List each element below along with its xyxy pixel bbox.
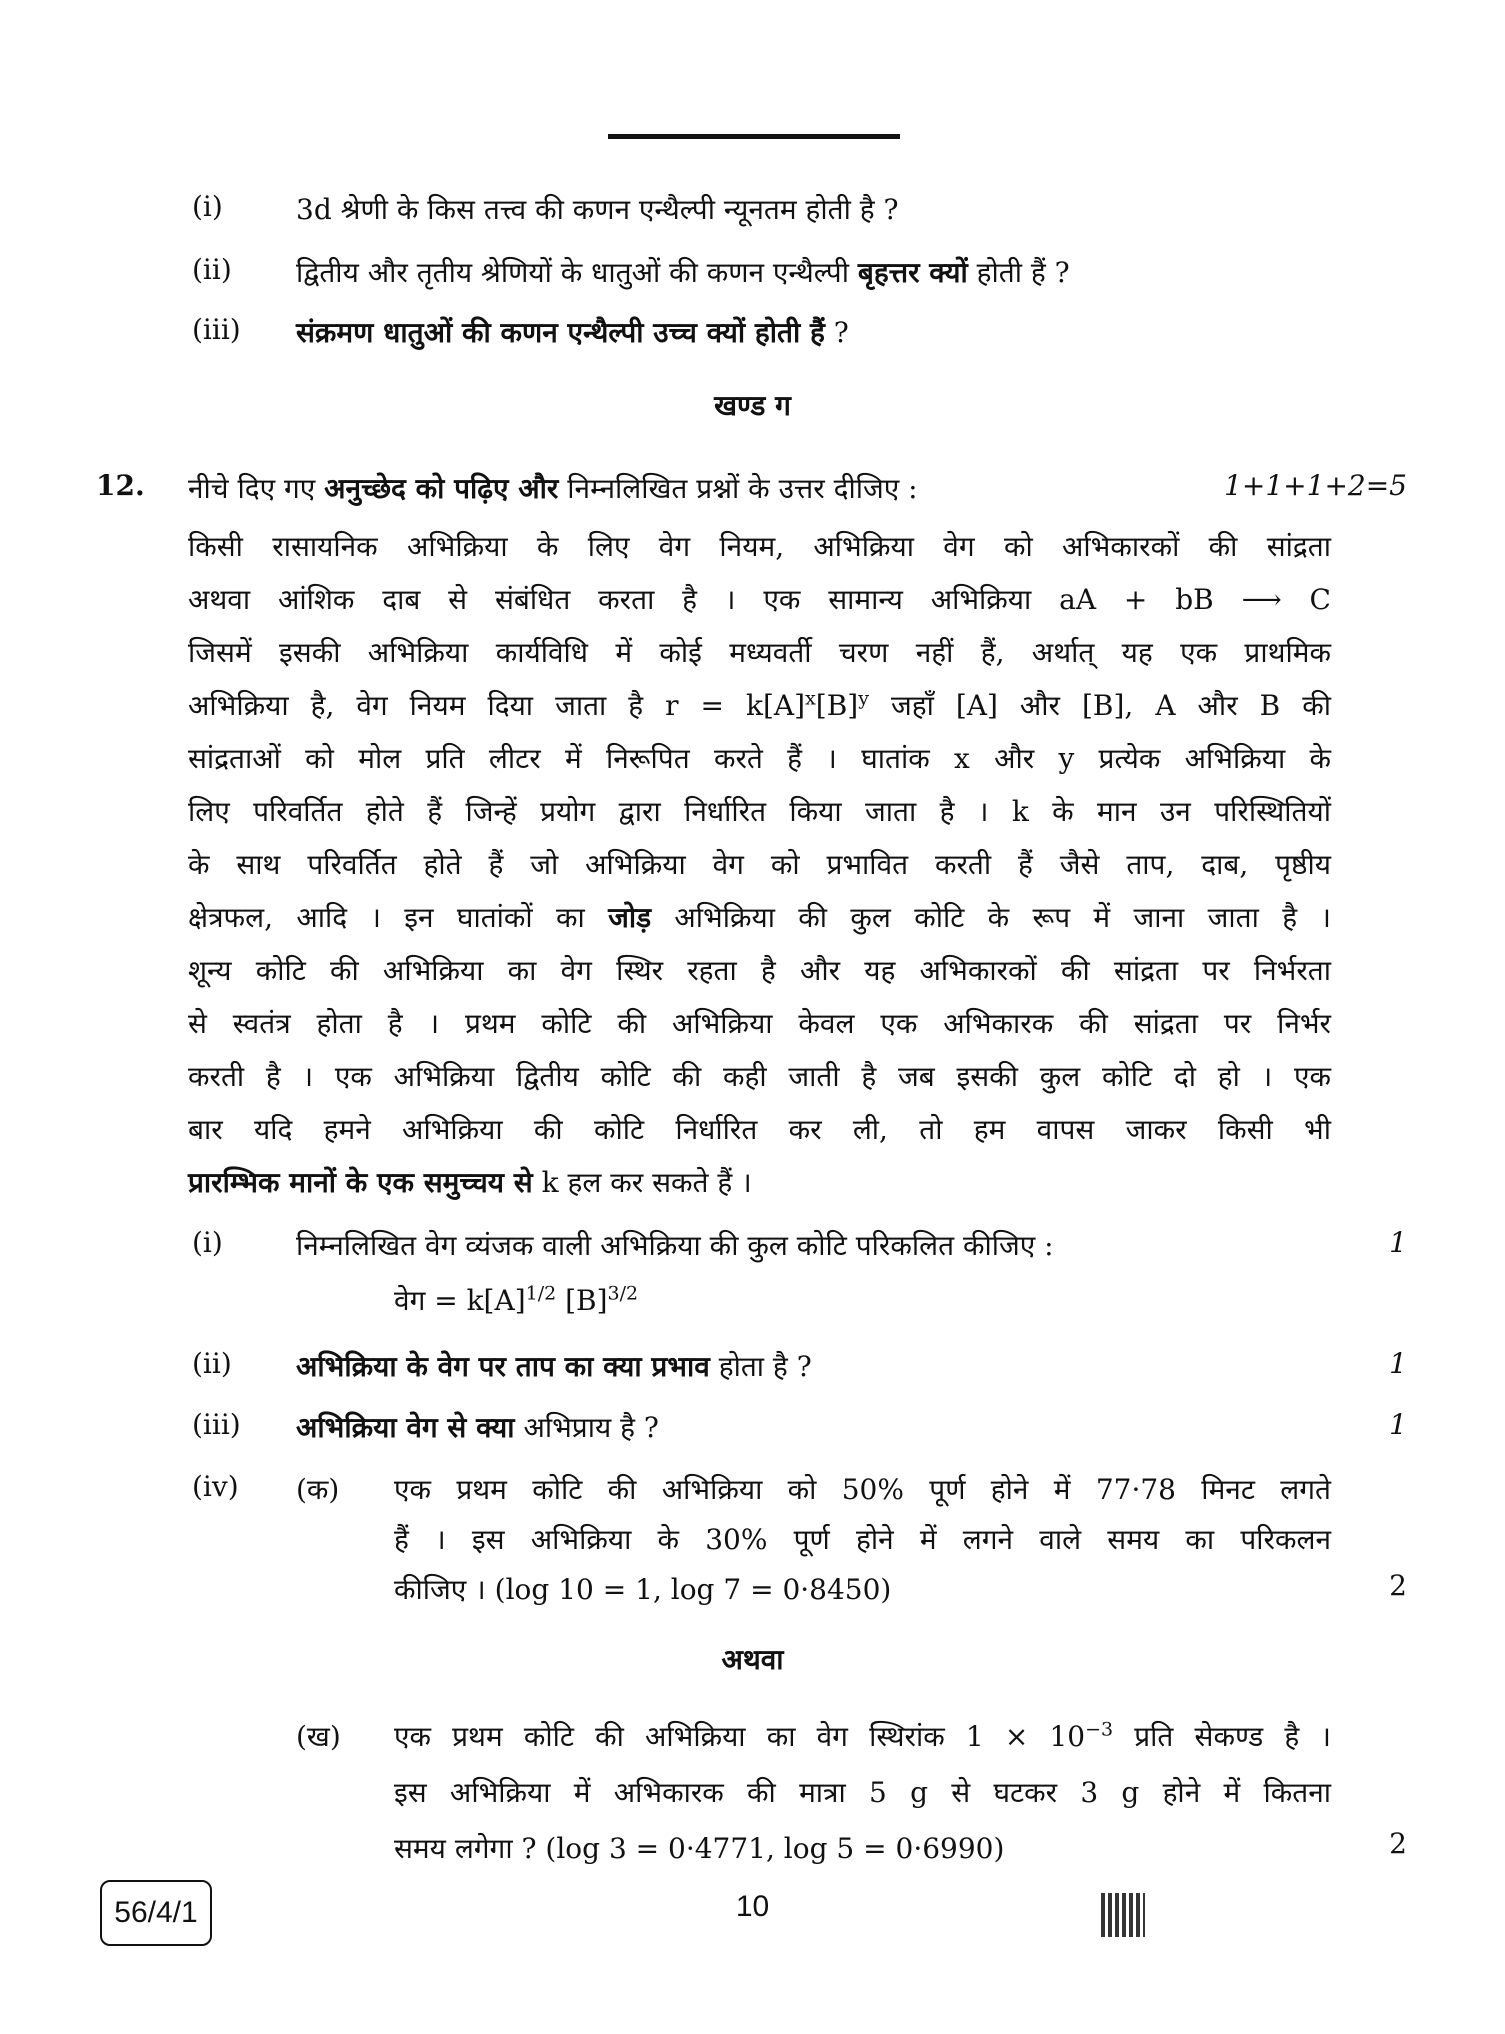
- question-12-number: 12.: [96, 469, 145, 502]
- question-number: (ii): [192, 253, 232, 286]
- passage-line: [188, 898, 1331, 936]
- rate-formula: [394, 1281, 638, 1319]
- text-segment: के साथ परिवर्तित होते हैं जो अभिक्रिया वेग को प्रभावित करती हैं जैसे ताप, दाब, पृष्ठीय: [188, 848, 1331, 881]
- text-segment: एक प्रथम कोटि की अभिक्रिया का वेग स्थिरांक 1 × 10: [394, 1720, 1086, 1753]
- subquestion-text: [296, 1408, 659, 1446]
- superscript: 1/2: [525, 1282, 557, 1305]
- text-segment: द्वितीय और तृतीय श्रेणियों के धातुओं की कणन एन्थैल्पी: [296, 256, 858, 289]
- text-segment: अभिक्रिया की कुल कोटि के रूप में जाना जाता है ।: [651, 901, 1331, 934]
- question-12-instruction: [188, 469, 918, 507]
- superscript: x: [805, 687, 816, 710]
- text-segment: अभिप्राय है ?: [514, 1411, 659, 1444]
- question-number: (i): [192, 190, 223, 223]
- text-segment: समय लगेगा ? (log 3 = 0·4771, log 5 = 0·6990): [394, 1832, 1005, 1865]
- subquestion-text: [296, 1347, 812, 1385]
- text-segment: वेग = k[A]: [394, 1284, 526, 1317]
- text-segment: कीजिए । (log 10 = 1, log 7 = 0·8450): [394, 1573, 892, 1606]
- text-segment: बृहत्तर क्यों: [857, 256, 968, 289]
- passage-line: [188, 739, 1331, 777]
- text-segment: करती है । एक अभिक्रिया द्वितीय कोटि की कही जाती है जब इसकी कुल कोटि दो हो । एक: [188, 1060, 1331, 1093]
- question-number: (iii): [192, 313, 241, 346]
- question-text: [296, 253, 1070, 291]
- top-divider: [608, 134, 900, 139]
- text-segment: सांद्रताओं को मोल प्रति लीटर में निरूपित करते हैं । घातांक x और y प्रत्येक अभिक्रिया के: [188, 742, 1331, 775]
- question-12-marks: 1+1+1+2=5: [1224, 469, 1407, 502]
- text-segment: एक प्रथम कोटि की अभिक्रिया को 50% पूर्ण होने में 77·78 मिनट लगते: [394, 1473, 1331, 1506]
- passage-line: [188, 1163, 1331, 1201]
- passage-line: [188, 1004, 1331, 1042]
- option-line: [394, 1470, 1331, 1508]
- passage-line: [188, 580, 1331, 618]
- option-line: [394, 1773, 1331, 1811]
- passage-line: [188, 792, 1331, 830]
- passage-line: [188, 686, 1331, 724]
- superscript: 3/2: [607, 1282, 639, 1305]
- qr-code-icon: [1101, 1893, 1145, 1937]
- text-segment: किसी रासायनिक अभिक्रिया के लिए वेग नियम, अभिक्रिया वेग को अभिकारकों की सांद्रता: [188, 530, 1331, 563]
- superscript: y: [858, 687, 869, 710]
- option-line: [394, 1520, 1331, 1558]
- passage-line: [188, 1110, 1331, 1148]
- page-number: 10: [735, 1890, 770, 1923]
- text-segment: [B]: [815, 689, 859, 722]
- subquestion-marks: 1: [1389, 1408, 1407, 1441]
- option-line: [394, 1829, 1331, 1867]
- text-segment: प्रति सेकण्ड है ।: [1113, 1720, 1331, 1753]
- text-segment: निम्नलिखित प्रश्नों के उत्तर दीजिए :: [558, 472, 918, 505]
- option-a-marks: 2: [1389, 1569, 1407, 1602]
- text-segment: जिसमें इसकी अभिक्रिया कार्यविधि में कोई मध्यवर्ती चरण नहीं हैं, अर्थात् यह एक प्राथमिक: [188, 636, 1331, 669]
- text-segment: संक्रमण धातुओं की कणन एन्थैल्पी उच्च क्यों होती हैं: [296, 316, 825, 349]
- text-segment: अनुच्छेद को पढ़िए और: [324, 472, 559, 505]
- text-segment: होती हैं ?: [967, 256, 1070, 289]
- subquestion-number: (iv): [192, 1470, 239, 1503]
- passage-line: [188, 845, 1331, 883]
- option-line: [394, 1570, 1331, 1608]
- text-segment: अभिक्रिया है, वेग नियम दिया जाता है r = k[A]: [188, 689, 806, 722]
- superscript: −3: [1085, 1718, 1114, 1741]
- text-segment: 3d श्रेणी के किस तत्त्व की कणन एन्थैल्पी न्यूनतम होती है ?: [296, 193, 899, 226]
- text-segment: जहाँ [A] और [B], A और B की: [868, 689, 1331, 722]
- question-text: [296, 190, 899, 228]
- text-segment: अथवा आंशिक दाब से संबंधित करता है । एक सामान्य अभिक्रिया aA + bB ⟶ C: [188, 583, 1331, 616]
- option-line: [394, 1717, 1331, 1755]
- text-segment: शून्य कोटि की अभिक्रिया का वेग स्थिर रहता है और यह अभिकारकों की सांद्रता पर निर्भरता: [188, 954, 1331, 987]
- text-segment: हैं । इस अभिक्रिया के 30% पूर्ण होने में लगने वाले समय का परिकलन: [394, 1523, 1331, 1556]
- text-segment: ?: [824, 316, 849, 349]
- text-segment: क्षेत्रफल, आदि । इन घातांकों का: [188, 901, 609, 934]
- text-segment: होता है ?: [709, 1350, 812, 1383]
- subquestion-number: (iii): [192, 1408, 241, 1441]
- text-segment: लिए परिवर्तित होते हैं जिन्हें प्रयोग द्वारा निर्धारित किया जाता है । k के मान उन परिस्थितियों: [188, 795, 1331, 828]
- text-segment: k हल कर सकते हैं ।: [532, 1166, 752, 1199]
- question-text: [296, 313, 849, 351]
- subquestion-marks: 1: [1389, 1347, 1407, 1380]
- text-segment: से स्वतंत्र होता है । प्रथम कोटि की अभिक्रिया केवल एक अभिकारक की सांद्रता पर निर्भर: [188, 1007, 1331, 1040]
- subquestion-number: (ii): [192, 1347, 232, 1380]
- text-segment: जोड़: [608, 901, 652, 934]
- text-segment: अभिक्रिया के वेग पर ताप का क्या प्रभाव: [296, 1350, 710, 1383]
- passage-line: [188, 527, 1331, 565]
- text-segment: प्रारम्भिक मानों के एक समुच्चय से: [188, 1166, 533, 1199]
- text-segment: [B]: [556, 1284, 608, 1317]
- passage-line: [188, 1057, 1331, 1095]
- subquestion-marks: 1: [1389, 1226, 1407, 1259]
- subquestion-number: (i): [192, 1226, 223, 1259]
- subquestion-text: [296, 1226, 1054, 1264]
- passage-line: [188, 633, 1331, 671]
- option-label-b: (ख): [296, 1720, 341, 1753]
- option-b-marks: 2: [1389, 1827, 1407, 1860]
- option-label-a: (क): [296, 1473, 340, 1506]
- text-segment: निम्नलिखित वेग व्यंजक वाली अभिक्रिया की कुल कोटि परिकलित कीजिए :: [296, 1229, 1054, 1262]
- text-segment: बार यदि हमने अभिक्रिया की कोटि निर्धारित कर ली, तो हम वापस जाकर किसी भी: [188, 1113, 1331, 1146]
- passage-line: [188, 951, 1331, 989]
- or-separator: अथवा: [721, 1643, 784, 1676]
- text-segment: नीचे दिए गए: [188, 472, 325, 505]
- section-title: खण्ड ग: [714, 389, 791, 422]
- text-segment: अभिक्रिया वेग से क्या: [296, 1411, 515, 1444]
- paper-code-badge: 56/4/1: [100, 1880, 212, 1946]
- text-segment: इस अभिक्रिया में अभिकारक की मात्रा 5 g से घटकर 3 g होने में कितना: [394, 1776, 1331, 1809]
